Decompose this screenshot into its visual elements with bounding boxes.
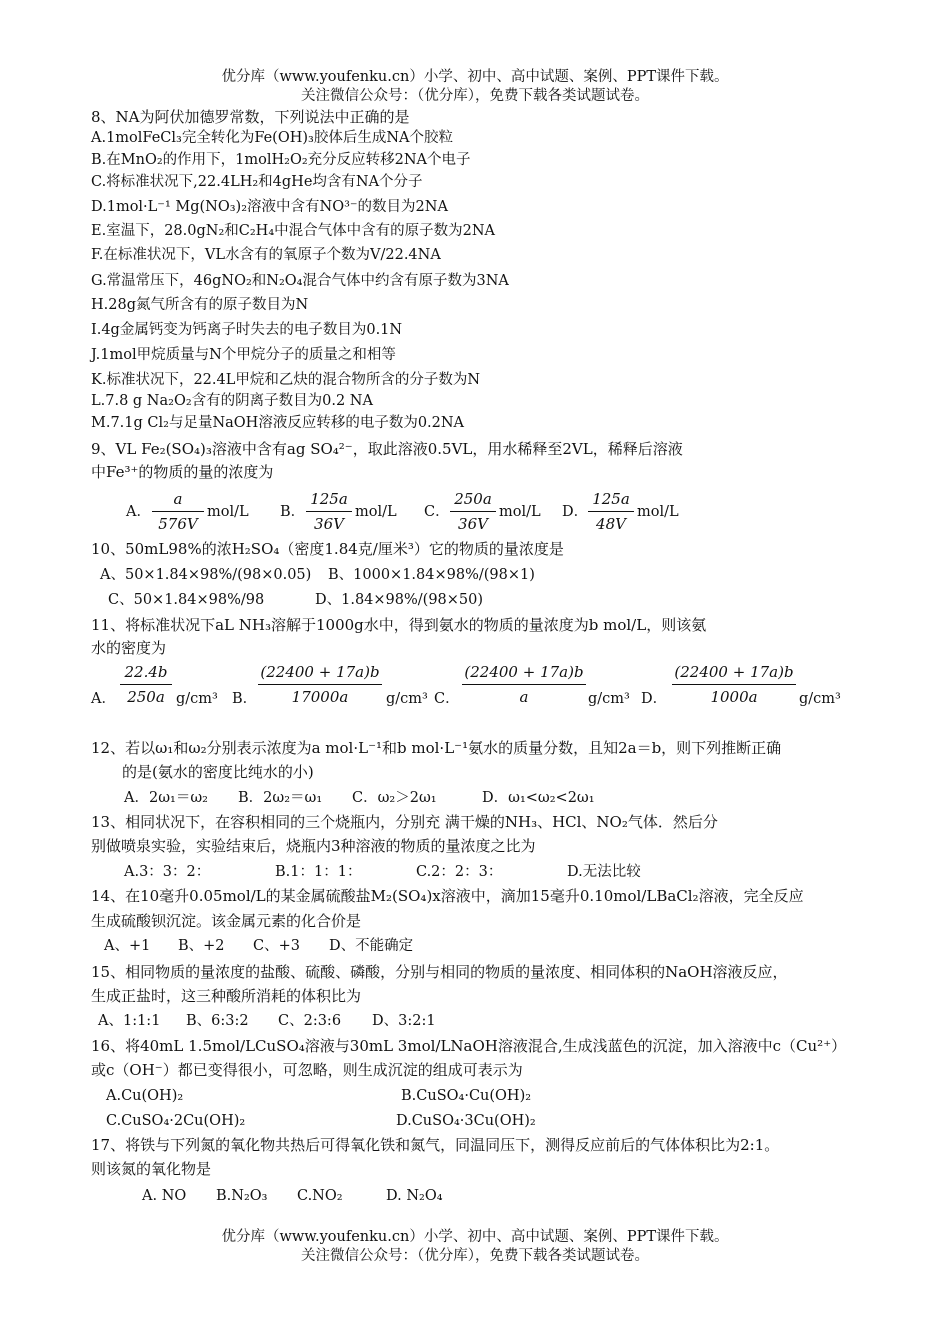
q11-option-a-fraction [120,662,172,707]
q10-option-d: D、1.84×98%/(98×50) [315,592,484,608]
q10-option-c: C、50×1.84×98%/98 [108,592,265,608]
q11-c-numerator: (22400 + 17a)b [464,663,584,681]
q8-option-c: C.将标准状况下,22.4LH₂和4gHe均含有NA个分子 [91,174,423,190]
q8-option-i: I.4g金属钙变为钙离子时失去的电子数目为0.1N [91,322,403,338]
q10-option-b: B、1000×1.84×98%/(98×1) [328,567,535,583]
q8-option-h: H.28g氮气所含有的原子数目为N [91,297,309,313]
q9-b-denominator: 36V [314,515,344,533]
q9-stem-1: 9、VL Fe₂(SO₄)₃溶液中含有ag SO₄²⁻，取此溶液0.5VL，用水稀释至2VL，稀释后溶液 [91,440,683,458]
q9-b-numerator: 125a [310,490,348,508]
q11-d-numerator: (22400 + 17a)b [674,663,794,681]
q8-option-e: E.室温下，28.0gN₂和C₂H₄中混合气体中含有的原子数为2NA [91,223,496,239]
q15-option-b: B、6:3:2 [186,1013,249,1029]
q12-option-b: B．2ω₂＝ω₁ [238,790,323,806]
q16-option-c: C.CuSO₄·2Cu(OH)₂ [106,1113,246,1129]
q9-option-b-fraction [306,489,352,534]
fraction-bar [462,684,586,685]
q9-option-a-unit: mol/L [207,504,249,520]
q9-option-a-label: A． [126,504,151,520]
q14-option-b: B、+2 [178,938,225,954]
q16-stem-2: 或c（OH⁻）都已变得很小，可忽略，则生成沉淀的组成可表示为 [91,1061,523,1079]
q13-option-a: A.3：3：2： [124,864,211,880]
q15-option-d: D、3:2:1 [372,1013,436,1029]
q12-stem-2: 的是(氨水的密度比纯水的小) [122,763,314,781]
q9-option-c-label: C． [424,504,450,520]
q11-option-d-unit: g/cm³ [799,691,841,707]
fraction-bar [588,511,634,512]
q9-option-d-label: D． [562,504,589,520]
q17-option-a: A. NO [142,1188,187,1204]
q9-option-b-unit: mol/L [355,504,397,520]
q13-stem-2: 别做喷泉实验，实验结束后，烧瓶内3种溶液的物质的量浓度之比为 [91,837,536,855]
q11-stem-1: 11、将标准状况下aL NH₃溶解于1000g水中，得到氨水的物质的量浓度为b mol/L，则该氨 [91,616,707,634]
q9-option-c-unit: mol/L [499,504,541,520]
q17-stem-1: 17、将铁与下列氮的氧化物共热后可得氧化铁和氮气，同温同压下，测得反应前后的气体体积比为2:1。 [91,1136,780,1154]
q15-option-a: A、1:1:1 [98,1013,161,1029]
q8-option-f: F.在标准状况下，VL水含有的氧原子个数为V/22.4NA [91,247,441,263]
q8-option-j: J.1mol甲烷质量与N个甲烷分子的质量之和相等 [91,347,396,363]
q11-option-c-label: C． [434,691,460,707]
q11-c-denominator: a [519,688,529,706]
footer-line-1: 优分库（www.youfenku.cn）小学、初中、高中试题、案例、PPT课件下载。 [221,1229,729,1245]
q11-d-denominator: 1000a [710,688,758,706]
q11-option-c-unit: g/cm³ [588,691,630,707]
q9-option-b-label: B． [280,504,306,520]
q17-option-c: C.NO₂ [297,1188,343,1204]
q13-option-b: B.1：1：1： [275,864,362,880]
q14-option-c: C、+3 [253,938,300,954]
q8-option-d: D.1mol·L⁻¹ Mg(NO₃)₂溶液中含有NO³⁻的数目为2NA [91,199,448,215]
q11-a-denominator: 250a [127,688,165,706]
fraction-bar [258,684,382,685]
q11-option-d-label: D． [641,691,668,707]
q16-option-b: B.CuSO₄·Cu(OH)₂ [401,1088,532,1104]
q11-option-d-fraction [672,662,796,707]
fraction-bar [450,511,496,512]
q9-a-numerator: a [173,490,183,508]
q12-stem-1: 12、若以ω₁和ω₂分别表示浓度为a mol·L⁻¹和b mol·L⁻¹氨水的质量分数，且知2a＝b，则下列推断正确 [91,739,782,757]
q12-option-c: C．ω₂＞2ω₁ [352,790,437,806]
q9-c-numerator: 250a [454,490,492,508]
q11-b-numerator: (22400 + 17a)b [260,663,380,681]
q16-option-d: D.CuSO₄·3Cu(OH)₂ [396,1113,536,1129]
header-line-1: 优分库（www.youfenku.cn）小学、初中、高中试题、案例、PPT课件下载。 [221,69,729,85]
q8-option-l: L.7.8 g Na₂O₂含有的阴离子数目为0.2 NA [91,393,373,409]
q12-option-a: A．2ω₁＝ω₂ [124,790,208,806]
q17-option-b: B.N₂O₃ [216,1188,268,1204]
q11-option-b-unit: g/cm³ [386,691,428,707]
q8-option-a: A.1molFeCl₃完全转化为Fe(OH)₃胶体后生成NA个胶粒 [91,130,453,146]
q8-option-b: B.在MnO₂的作用下，1molH₂O₂充分反应转移2NA个电子 [91,152,471,168]
fraction-bar [306,511,352,512]
q14-option-d: D、不能确定 [329,938,414,954]
q15-stem-2: 生成正盐时，这三种酸所消耗的体积比为 [91,987,362,1005]
q17-stem-2: 则该氮的氧化物是 [91,1160,212,1178]
q10-option-a: A、50×1.84×98%/(98×0.05) [100,567,312,583]
q14-stem-2: 生成硫酸钡沉淀。该金属元素的化合价是 [91,912,362,930]
q17-option-d: D. N₂O₄ [386,1188,443,1204]
q16-option-a: A.Cu(OH)₂ [106,1088,184,1104]
q14-option-a: A、+1 [104,938,151,954]
q9-stem-2: 中Fe³⁺的物质的量的浓度为 [91,463,274,481]
q13-option-d: D.无法比较 [567,864,641,880]
fraction-bar [120,684,172,685]
q12-option-d: D．ω₁<ω₂<2ω₁ [482,790,595,806]
header-line-2: 关注微信公众号：（优分库），免费下载各类试题试卷。 [301,88,649,104]
q10-stem: 10、50mL98%的浓H₂SO₄（密度1.84克/厘米³）它的物质的量浓度是 [91,540,564,558]
q8-option-k: K.标准状况下，22.4L甲烷和乙炔的混合物所含的分子数为N [91,372,481,388]
q9-option-d-unit: mol/L [637,504,679,520]
q9-option-c-fraction [450,489,496,534]
footer-line-2: 关注微信公众号：（优分库），免费下载各类试题试卷。 [301,1248,649,1264]
q9-c-denominator: 36V [458,515,488,533]
q15-stem-1: 15、相同物质的量浓度的盐酸、硫酸、磷酸，分别与相同的物质的量浓度、相同体积的NaOH溶液反应， [91,963,788,981]
q13-stem-1: 13、相同状况下，在容积相同的三个烧瓶内，分别充 满干燥的NH₃、HCl、NO₂气体．然后分 [91,813,718,831]
q8-option-m: M.7.1g Cl₂与足量NaOH溶液反应转移的电子数为0.2NA [91,415,465,431]
q14-stem-1: 14、在10毫升0.05mol/L的某金属硫酸盐M₂(SO₄)x溶液中，滴加15毫升0.10mol/LBaCl₂溶液，完全反应 [91,887,804,905]
q11-stem-2: 水的密度为 [91,639,167,657]
q11-b-denominator: 17000a [291,688,349,706]
q13-option-c: C.2：2：3： [416,864,503,880]
q11-option-b-fraction [258,662,382,707]
q11-option-a-unit: g/cm³ [176,691,218,707]
q11-option-a-label: A． [91,691,116,707]
q9-a-denominator: 576V [158,515,198,533]
q9-option-d-fraction [588,489,634,534]
q9-option-a-fraction [152,489,204,534]
q15-option-c: C、2:3:6 [278,1013,342,1029]
fraction-bar [152,511,204,512]
q8-option-g: G.常温常压下，46gNO₂和N₂O₄混合气体中约含有原子数为3NA [91,273,509,289]
q11-a-numerator: 22.4b [124,663,168,681]
q16-stem-1: 16、将40mL 1.5mol/LCuSO₄溶液与30mL 3mol/LNaOH溶液混合,生成浅蓝色的沉淀，加入溶液中c（Cu²⁺） [91,1037,847,1055]
q8-stem: 8、NA为阿伏加德罗常数，下列说法中正确的是 [91,108,410,126]
fraction-bar [672,684,796,685]
q9-d-numerator: 125a [592,490,630,508]
q11-option-c-fraction [462,662,586,707]
q11-option-b-label: B． [232,691,258,707]
q9-d-denominator: 48V [596,515,626,533]
